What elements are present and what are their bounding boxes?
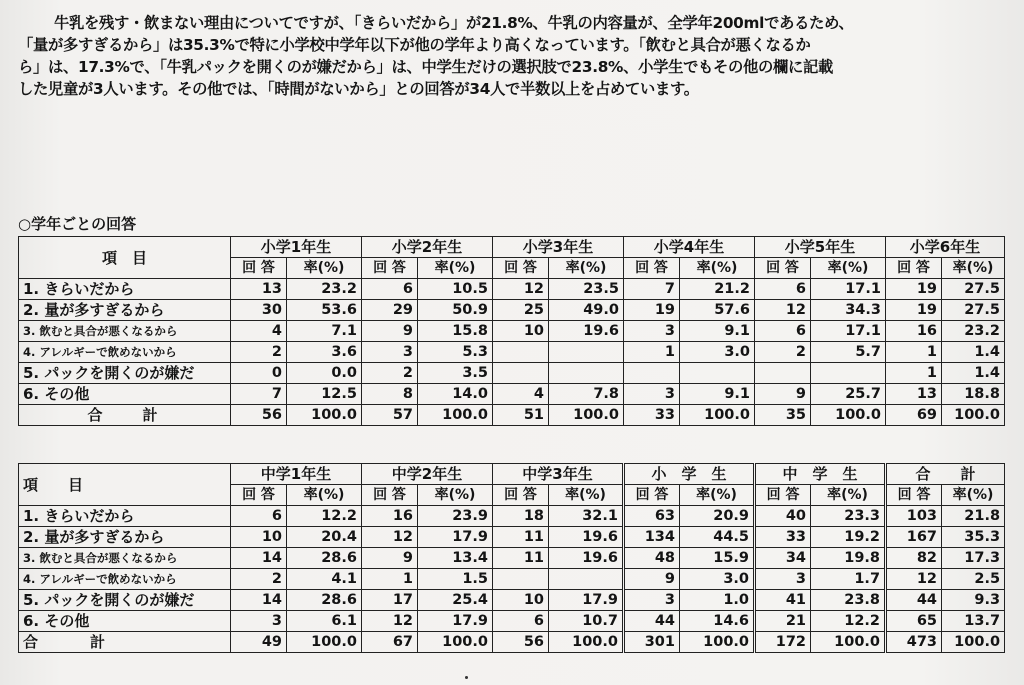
table-row — [19, 384, 1005, 405]
rate-cell: 23.2 — [942, 321, 1005, 342]
row-item-label: 3. 飲むと具合が悪くなるから — [19, 321, 231, 342]
rate-cell: 28.6 — [287, 590, 362, 611]
rate-cell: 1.0 — [680, 590, 755, 611]
answer-count-cell: 3 — [624, 590, 680, 611]
total-row — [19, 632, 1005, 653]
rate-cell: 57.6 — [680, 300, 755, 321]
rate-cell: 27.5 — [942, 279, 1005, 300]
grade-header: 中学1年生 — [231, 464, 362, 485]
answer-subheader: 回 答 — [755, 485, 811, 506]
row-item-label: 1. きらいだから — [19, 506, 231, 527]
answer-count-cell: 40 — [755, 506, 811, 527]
answer-subheader: 回 答 — [624, 258, 680, 279]
answer-count-cell: 21 — [755, 611, 811, 632]
answer-count-cell: 19 — [886, 279, 942, 300]
rate-cell: 50.9 — [418, 300, 493, 321]
rate-cell: 28.6 — [287, 548, 362, 569]
answer-count-cell: 30 — [231, 300, 287, 321]
rate-cell: 9.3 — [942, 590, 1005, 611]
answer-subheader: 回 答 — [624, 485, 680, 506]
scan-dot — [465, 676, 468, 679]
rate-cell: 14.0 — [418, 384, 493, 405]
paragraph-line-3: ら」は、17.3%で、「牛乳パックを開くのが嫌だから」は、中学生だけの選択肢で23.8%、小学生でもその他の欄に記載 — [18, 58, 834, 76]
rate-cell: 13.7 — [942, 611, 1005, 632]
answer-count-cell — [493, 363, 549, 384]
table-row — [19, 363, 1005, 384]
rate-subheader: 率(%) — [942, 485, 1005, 506]
rate-cell: 3.0 — [680, 569, 755, 590]
grade-header: 小学1年生 — [231, 237, 362, 258]
grade-header: 小学5年生 — [755, 237, 886, 258]
row-item-label: 1. きらいだから — [19, 279, 231, 300]
rate-subheader: 率(%) — [680, 258, 755, 279]
answer-count-cell: 33 — [755, 527, 811, 548]
rate-cell — [811, 363, 886, 384]
total-label: 合計 — [19, 632, 231, 653]
answer-count-cell: 9 — [624, 569, 680, 590]
rate-subheader: 率(%) — [680, 485, 755, 506]
answer-count-cell: 12 — [886, 569, 942, 590]
answer-count-cell: 3 — [231, 611, 287, 632]
answer-count-cell: 4 — [493, 384, 549, 405]
rate-cell: 12.2 — [287, 506, 362, 527]
answer-count-cell: 9 — [755, 384, 811, 405]
rate-cell: 19.6 — [549, 548, 624, 569]
table-row — [19, 279, 1005, 300]
rate-cell: 20.4 — [287, 527, 362, 548]
rate-cell: 2.5 — [942, 569, 1005, 590]
answer-count-cell: 16 — [886, 321, 942, 342]
total-count-cell: 69 — [886, 405, 942, 426]
answer-count-cell: 14 — [231, 590, 287, 611]
total-rate-cell: 100.0 — [680, 632, 755, 653]
rate-cell — [680, 363, 755, 384]
answer-subheader: 回 答 — [231, 258, 287, 279]
answer-count-cell: 6 — [362, 279, 418, 300]
row-item-label: 3. 飲むと具合が悪くなるから — [19, 548, 231, 569]
total-count-cell: 56 — [231, 405, 287, 426]
answer-subheader: 回 答 — [362, 258, 418, 279]
rate-cell: 17.9 — [549, 590, 624, 611]
answer-count-cell: 10 — [231, 527, 287, 548]
rate-cell: 5.3 — [418, 342, 493, 363]
answer-count-cell: 0 — [231, 363, 287, 384]
rate-cell: 53.6 — [287, 300, 362, 321]
rate-cell: 25.4 — [418, 590, 493, 611]
grade-header: 小学2年生 — [362, 237, 493, 258]
answer-count-cell: 3 — [624, 321, 680, 342]
grade-table-junior-and-totals — [18, 463, 1005, 653]
table-row — [19, 590, 1005, 611]
rate-cell: 17.9 — [418, 527, 493, 548]
answer-count-cell: 1 — [886, 363, 942, 384]
table-row — [19, 342, 1005, 363]
answer-count-cell: 167 — [886, 527, 942, 548]
rate-cell: 1.4 — [942, 363, 1005, 384]
total-rate-cell: 100.0 — [418, 632, 493, 653]
rate-cell: 7.1 — [287, 321, 362, 342]
table-row — [19, 611, 1005, 632]
rate-cell: 17.1 — [811, 321, 886, 342]
answer-count-cell: 13 — [231, 279, 287, 300]
answer-count-cell: 6 — [231, 506, 287, 527]
table-row — [19, 548, 1005, 569]
answer-count-cell: 29 — [362, 300, 418, 321]
answer-count-cell: 10 — [493, 321, 549, 342]
item-column-header: 項 目 — [19, 237, 231, 279]
total-count-cell: 51 — [493, 405, 549, 426]
rate-cell: 17.1 — [811, 279, 886, 300]
rate-cell: 9.1 — [680, 321, 755, 342]
rate-cell — [549, 569, 624, 590]
intro-paragraph — [18, 12, 1008, 100]
rate-cell: 1.4 — [942, 342, 1005, 363]
grade-header: 小学4年生 — [624, 237, 755, 258]
grade-header: 小学3年生 — [493, 237, 624, 258]
answer-count-cell: 14 — [231, 548, 287, 569]
rate-cell: 17.3 — [942, 548, 1005, 569]
rate-subheader: 率(%) — [418, 485, 493, 506]
total-rate-cell: 100.0 — [287, 632, 362, 653]
rate-subheader: 率(%) — [942, 258, 1005, 279]
total-count-cell: 67 — [362, 632, 418, 653]
rate-cell: 19.8 — [811, 548, 886, 569]
rate-cell: 34.3 — [811, 300, 886, 321]
answer-count-cell: 9 — [362, 548, 418, 569]
rate-cell: 1.5 — [418, 569, 493, 590]
answer-count-cell: 17 — [362, 590, 418, 611]
answer-count-cell: 65 — [886, 611, 942, 632]
rate-subheader: 率(%) — [418, 258, 493, 279]
answer-count-cell: 3 — [624, 384, 680, 405]
row-item-label: 4. アレルギーで飲めないから — [19, 342, 231, 363]
grade-header: 小学6年生 — [886, 237, 1005, 258]
rate-cell: 12.5 — [287, 384, 362, 405]
rate-cell: 27.5 — [942, 300, 1005, 321]
answer-count-cell — [624, 363, 680, 384]
answer-count-cell: 11 — [493, 527, 549, 548]
rate-cell: 15.8 — [418, 321, 493, 342]
answer-subheader: 回 答 — [493, 258, 549, 279]
rate-cell: 49.0 — [549, 300, 624, 321]
rate-subheader: 率(%) — [811, 485, 886, 506]
row-item-label: 2. 量が多すぎるから — [19, 300, 231, 321]
grade-header: 合 計 — [886, 464, 1005, 485]
grade-header: 中学3年生 — [493, 464, 624, 485]
rate-cell: 5.7 — [811, 342, 886, 363]
answer-count-cell: 9 — [362, 321, 418, 342]
rate-cell: 9.1 — [680, 384, 755, 405]
rate-cell: 20.9 — [680, 506, 755, 527]
table-row — [19, 527, 1005, 548]
total-count-cell: 49 — [231, 632, 287, 653]
answer-count-cell: 3 — [755, 569, 811, 590]
answer-count-cell: 19 — [886, 300, 942, 321]
answer-count-cell: 2 — [362, 363, 418, 384]
answer-count-cell: 4 — [231, 321, 287, 342]
rate-cell: 23.9 — [418, 506, 493, 527]
answer-count-cell: 103 — [886, 506, 942, 527]
answer-subheader: 回 答 — [493, 485, 549, 506]
total-count-cell: 57 — [362, 405, 418, 426]
rate-cell: 25.7 — [811, 384, 886, 405]
grade-table-elementary — [18, 236, 1005, 426]
row-item-label: 4. アレルギーで飲めないから — [19, 569, 231, 590]
rate-subheader: 率(%) — [811, 258, 886, 279]
row-item-label: 5. パックを開くのが嫌だ — [19, 363, 231, 384]
rate-cell: 18.8 — [942, 384, 1005, 405]
table-row — [19, 300, 1005, 321]
rate-cell: 21.2 — [680, 279, 755, 300]
answer-count-cell — [493, 569, 549, 590]
rate-cell: 32.1 — [549, 506, 624, 527]
answer-count-cell: 7 — [231, 384, 287, 405]
answer-subheader: 回 答 — [755, 258, 811, 279]
answer-count-cell: 12 — [755, 300, 811, 321]
rate-cell: 44.5 — [680, 527, 755, 548]
answer-count-cell: 2 — [231, 342, 287, 363]
answer-count-cell: 6 — [755, 321, 811, 342]
total-rate-cell: 100.0 — [811, 405, 886, 426]
rate-cell: 19.6 — [549, 321, 624, 342]
rate-cell: 10.7 — [549, 611, 624, 632]
total-rate-cell: 100.0 — [680, 405, 755, 426]
answer-count-cell: 1 — [624, 342, 680, 363]
total-count-cell: 56 — [493, 632, 549, 653]
rate-subheader: 率(%) — [549, 485, 624, 506]
rate-cell: 23.2 — [287, 279, 362, 300]
answer-count-cell: 6 — [755, 279, 811, 300]
total-rate-cell: 100.0 — [549, 632, 624, 653]
total-count-cell: 33 — [624, 405, 680, 426]
total-count-cell: 35 — [755, 405, 811, 426]
answer-count-cell: 10 — [493, 590, 549, 611]
rate-subheader: 率(%) — [287, 258, 362, 279]
answer-subheader: 回 答 — [362, 485, 418, 506]
section-title: ○学年ごとの回答 — [18, 215, 137, 233]
rate-cell: 19.2 — [811, 527, 886, 548]
answer-count-cell: 2 — [231, 569, 287, 590]
answer-subheader: 回 答 — [231, 485, 287, 506]
answer-count-cell: 82 — [886, 548, 942, 569]
grade-header: 中学2年生 — [362, 464, 493, 485]
rate-cell: 13.4 — [418, 548, 493, 569]
rate-cell: 3.6 — [287, 342, 362, 363]
total-count-cell: 172 — [755, 632, 811, 653]
row-item-label: 6. その他 — [19, 611, 231, 632]
rate-cell: 35.3 — [942, 527, 1005, 548]
answer-count-cell: 1 — [362, 569, 418, 590]
answer-count-cell — [755, 363, 811, 384]
answer-count-cell: 25 — [493, 300, 549, 321]
rate-cell: 23.5 — [549, 279, 624, 300]
answer-count-cell: 63 — [624, 506, 680, 527]
answer-count-cell: 134 — [624, 527, 680, 548]
total-label: 合計 — [19, 405, 231, 426]
rate-subheader: 率(%) — [549, 258, 624, 279]
rate-cell: 17.9 — [418, 611, 493, 632]
rate-cell: 7.8 — [549, 384, 624, 405]
total-count-cell: 301 — [624, 632, 680, 653]
answer-subheader: 回 答 — [886, 485, 942, 506]
rate-cell: 0.0 — [287, 363, 362, 384]
total-rate-cell: 100.0 — [287, 405, 362, 426]
answer-count-cell: 1 — [886, 342, 942, 363]
total-count-cell: 473 — [886, 632, 942, 653]
answer-count-cell: 6 — [493, 611, 549, 632]
answer-count-cell: 48 — [624, 548, 680, 569]
total-rate-cell: 100.0 — [418, 405, 493, 426]
table-row — [19, 569, 1005, 590]
rate-cell: 1.7 — [811, 569, 886, 590]
total-rate-cell: 100.0 — [942, 405, 1005, 426]
paragraph-line-2: 「量が多すぎるから」は35.3%で特に小学校中学年以下が他の学年より高くなっています。「飲むと具合が悪くなるか — [18, 36, 811, 54]
rate-cell: 19.6 — [549, 527, 624, 548]
rate-cell: 4.1 — [287, 569, 362, 590]
paragraph-line-4: した児童が3人います。その他では、「時間がないから」との回答が34人で半数以上を占めています。 — [18, 80, 699, 98]
paragraph-line-1: 牛乳を残す・飲まない理由についてですが、「きらいだから」が21.8%、牛乳の内容量が、全学年200mlであるため、 — [54, 14, 854, 32]
answer-count-cell: 41 — [755, 590, 811, 611]
total-rate-cell: 100.0 — [549, 405, 624, 426]
answer-count-cell: 44 — [886, 590, 942, 611]
answer-count-cell: 11 — [493, 548, 549, 569]
total-row — [19, 405, 1005, 426]
rate-subheader: 率(%) — [287, 485, 362, 506]
rate-cell: 10.5 — [418, 279, 493, 300]
answer-count-cell: 12 — [493, 279, 549, 300]
answer-count-cell: 34 — [755, 548, 811, 569]
rate-cell: 6.1 — [287, 611, 362, 632]
answer-count-cell: 3 — [362, 342, 418, 363]
total-rate-cell: 100.0 — [942, 632, 1005, 653]
row-item-label: 2. 量が多すぎるから — [19, 527, 231, 548]
rate-cell: 3.5 — [418, 363, 493, 384]
rate-cell: 23.8 — [811, 590, 886, 611]
grade-header: 小 学 生 — [624, 464, 755, 485]
rate-cell: 23.3 — [811, 506, 886, 527]
answer-count-cell: 8 — [362, 384, 418, 405]
rate-cell — [549, 342, 624, 363]
grade-header: 中 学 生 — [755, 464, 886, 485]
row-item-label: 5. パックを開くのが嫌だ — [19, 590, 231, 611]
rate-cell: 12.2 — [811, 611, 886, 632]
table-row — [19, 506, 1005, 527]
answer-subheader: 回 答 — [886, 258, 942, 279]
answer-count-cell: 2 — [755, 342, 811, 363]
rate-cell — [549, 363, 624, 384]
answer-count-cell: 44 — [624, 611, 680, 632]
answer-count-cell: 7 — [624, 279, 680, 300]
rate-cell: 14.6 — [680, 611, 755, 632]
answer-count-cell — [493, 342, 549, 363]
answer-count-cell: 12 — [362, 611, 418, 632]
answer-count-cell: 13 — [886, 384, 942, 405]
answer-count-cell: 19 — [624, 300, 680, 321]
answer-count-cell: 16 — [362, 506, 418, 527]
row-item-label: 6. その他 — [19, 384, 231, 405]
item-column-header: 項 目 — [19, 464, 231, 506]
total-rate-cell: 100.0 — [811, 632, 886, 653]
table-row — [19, 321, 1005, 342]
rate-cell: 15.9 — [680, 548, 755, 569]
rate-cell: 3.0 — [680, 342, 755, 363]
rate-cell: 21.8 — [942, 506, 1005, 527]
answer-count-cell: 12 — [362, 527, 418, 548]
answer-count-cell: 18 — [493, 506, 549, 527]
